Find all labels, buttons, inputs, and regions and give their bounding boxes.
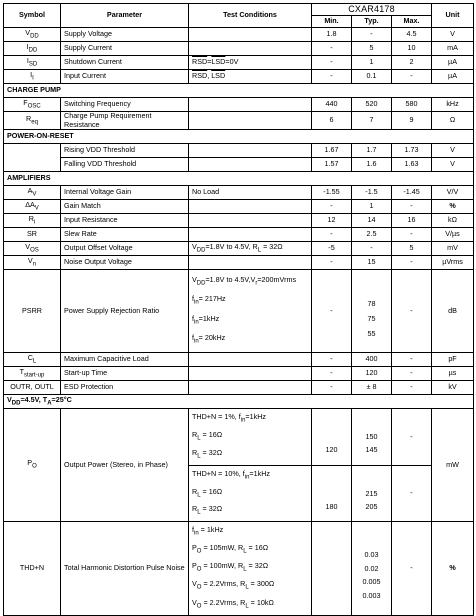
header-min: Min.: [312, 16, 352, 28]
section-row: [4, 84, 474, 98]
typ-cell: 1.6: [352, 158, 392, 172]
table-row: [4, 228, 474, 242]
typ-cell: 150 145: [352, 408, 392, 465]
symbol-cell: $V_n$: [4, 256, 61, 270]
param-cell: Slew Rate: [61, 228, 189, 242]
table-row: [4, 352, 474, 366]
min-cell: -: [312, 352, 352, 366]
unit-cell: mA: [432, 42, 474, 56]
header-unit: Unit: [432, 4, 474, 28]
param-cell: Output Offset Voltage: [61, 242, 189, 256]
header-row: [4, 4, 474, 16]
max-cell: 1.63: [392, 158, 432, 172]
typ-cell: 15: [352, 256, 392, 270]
cond-cell: $\overline{RSD}$, $\overline{LSD}$: [189, 70, 312, 84]
typ-cell: -: [352, 28, 392, 42]
unit-cell: kΩ: [432, 214, 474, 228]
param-cell: Input Current: [61, 70, 189, 84]
max-cell: 1.73: [392, 144, 432, 158]
table-row: [4, 42, 474, 56]
typ-cell: 520: [352, 98, 392, 112]
param-cell: Supply Current: [61, 42, 189, 56]
section-test-conditions: $V_{DD}=4.5V$, $T_A=25^\circ C$: [4, 394, 474, 408]
unit-cell: kV: [432, 380, 474, 394]
param-cell: Gain Match: [61, 200, 189, 214]
symbol-cell: $T_{start-up}$: [4, 366, 61, 380]
table-row: [4, 98, 474, 112]
typ-cell: 120: [352, 366, 392, 380]
max-cell: -: [392, 465, 432, 522]
max-cell: -: [392, 228, 432, 242]
table-row: [4, 28, 474, 42]
param-cell: Start-up Time: [61, 366, 189, 380]
table-row: [4, 186, 474, 200]
section-row: [4, 130, 474, 144]
min-cell: 440: [312, 98, 352, 112]
cond-cell: THD+N = 1%, $f_{in}=1kHz$ $R_L = 16\Omega$ $R_L = 32\Omega$: [189, 408, 312, 465]
section-row: [4, 172, 474, 186]
param-cell: Maximum Capacitive Load: [61, 352, 189, 366]
max-cell: 580: [392, 98, 432, 112]
param-cell: Shutdown Current: [61, 56, 189, 70]
param-cell: Charge Pump Requirement Resistance: [61, 112, 189, 130]
typ-cell: -1.5: [352, 186, 392, 200]
typ-cell: 0.1: [352, 70, 392, 84]
typ-cell: 5: [352, 42, 392, 56]
section-charge-pump: CHARGE PUMP: [4, 84, 474, 98]
min-cell: [312, 522, 352, 615]
symbol-cell: $A_V$: [4, 186, 61, 200]
unit-cell: V/µs: [432, 228, 474, 242]
param-cell: Internal Voltage Gain: [61, 186, 189, 200]
min-cell: -: [312, 56, 352, 70]
param-cell: Falling VDD Threshold: [61, 158, 189, 172]
unit-cell: µs: [432, 366, 474, 380]
max-cell: 5: [392, 242, 432, 256]
cond-cell: [189, 228, 312, 242]
min-cell: -: [312, 256, 352, 270]
min-cell: -: [312, 70, 352, 84]
cond-cell: [189, 366, 312, 380]
thd-row: [4, 522, 474, 615]
max-cell: -: [392, 522, 432, 615]
unit-cell: µA: [432, 56, 474, 70]
cond-cell: [189, 144, 312, 158]
unit-cell: Ω: [432, 112, 474, 130]
param-cell: Output Power (Stereo, in Phase): [61, 408, 189, 522]
typ-cell: 1: [352, 200, 392, 214]
param-cell: Power Supply Rejection Ratio: [61, 270, 189, 353]
min-cell: 6: [312, 112, 352, 130]
symbol-cell: $I_{SD}$: [4, 56, 61, 70]
symbol-cell: OUTR, OUTL: [4, 380, 61, 394]
min-cell: 1.57: [312, 158, 352, 172]
min-cell: 1.8: [312, 28, 352, 42]
typ-cell: 7: [352, 112, 392, 130]
cond-cell: $f_{in} = 1kHz$ $P_O = 105mW$, $R_L = 16\Omega$ $P_O = 100mW$, $R_L = 32\Omega$ $V_O$ = 2.2Vrms, $R_L = 300\Omega$ $V_O$ = 2.2Vrms, $R_L = 10k\Omega$: [189, 522, 312, 615]
symbol-cell: $I_{DD}$: [4, 42, 61, 56]
section-power-on-reset: POWER-ON-RESET: [4, 130, 474, 144]
cond-cell: $V_{DD}=1.8V$ to 4.5V, $R_L = 32\Omega$: [189, 242, 312, 256]
unit-cell: V: [432, 158, 474, 172]
table-row: [4, 380, 474, 394]
table-row: [4, 242, 474, 256]
typ-cell: 1: [352, 56, 392, 70]
symbol-cell: $C_L$: [4, 352, 61, 366]
section-row: [4, 394, 474, 408]
max-cell: -: [392, 366, 432, 380]
min-cell: -: [312, 228, 352, 242]
param-cell: ESD Protection: [61, 380, 189, 394]
cond-cell: [189, 380, 312, 394]
min-cell: -: [312, 200, 352, 214]
param-cell: Input Resistance: [61, 214, 189, 228]
max-cell: -1.45: [392, 186, 432, 200]
symbol-cell: $R_{eq}$: [4, 112, 61, 130]
unit-cell: V: [432, 144, 474, 158]
min-cell: -1.55: [312, 186, 352, 200]
unit-cell: kHz: [432, 98, 474, 112]
typ-cell: 400: [352, 352, 392, 366]
max-cell: 9: [392, 112, 432, 130]
param-cell: Rising VDD Threshold: [61, 144, 189, 158]
typ-cell: 1.7: [352, 144, 392, 158]
header-conditions: Test Conditions: [189, 4, 312, 28]
cond-cell: No Load: [189, 186, 312, 200]
unit-cell: %: [432, 200, 474, 214]
table-row: [4, 158, 474, 172]
max-cell: -: [392, 408, 432, 465]
max-cell: -: [392, 200, 432, 214]
cond-cell: [189, 256, 312, 270]
max-cell: 16: [392, 214, 432, 228]
unit-cell: V: [432, 28, 474, 42]
typ-cell: 78 75 55: [352, 270, 392, 353]
unit-cell: µA: [432, 70, 474, 84]
symbol-cell: $\Delta A_V$: [4, 200, 61, 214]
cond-cell: [189, 352, 312, 366]
max-cell: -: [392, 352, 432, 366]
symbol-cell: $F_{OSC}$: [4, 98, 61, 112]
param-cell: Noise Output Voltage: [61, 256, 189, 270]
typ-cell: 14: [352, 214, 392, 228]
symbol-cell: $I_I$: [4, 70, 61, 84]
table-row: [4, 366, 474, 380]
typ-cell: -: [352, 242, 392, 256]
cond-cell: $\overline{RSD}=\overline{LSD}=0V$: [189, 56, 312, 70]
cond-cell: [189, 98, 312, 112]
cond-cell: [189, 214, 312, 228]
unit-cell: pF: [432, 352, 474, 366]
max-cell: -: [392, 70, 432, 84]
min-cell: -: [312, 42, 352, 56]
min-cell: 180: [312, 465, 352, 522]
cond-cell: THD+N = 10%, $f_{in}=1kHz$ $R_L = 16\Omega$ $R_L = 32\Omega$: [189, 465, 312, 522]
symbol-cell: SR: [4, 228, 61, 242]
param-cell: Supply Voltage: [61, 28, 189, 42]
min-cell: -: [312, 366, 352, 380]
cond-cell: [189, 158, 312, 172]
max-cell: -: [392, 270, 432, 353]
max-cell: -: [392, 256, 432, 270]
psrr-row: [4, 270, 474, 353]
header-symbol: Symbol: [4, 4, 61, 28]
symbol-cell: $P_O$: [4, 408, 61, 522]
header-parameter: Parameter: [61, 4, 189, 28]
typ-cell: 0.03 0.02 0.005 0.003: [352, 522, 392, 615]
cond-cell: [189, 200, 312, 214]
section-amplifiers: AMPLIFIERS: [4, 172, 474, 186]
max-cell: 4.5: [392, 28, 432, 42]
header-typ: Typ.: [352, 16, 392, 28]
param-cell: Total Harmonic Distortion Pulse Noise: [61, 522, 189, 615]
table-row: [4, 214, 474, 228]
max-cell: -: [392, 380, 432, 394]
table-row: [4, 112, 474, 130]
cond-cell: $V_{DD}=1.8V$ to $4.5V,V_r=200mVrms$ $f_{in}= 217Hz$ $f_{in}=1kHz$ $f_{in}= 20kHz$: [189, 270, 312, 353]
table-row: [4, 56, 474, 70]
header-part-number: CXAR4178: [312, 4, 432, 16]
min-cell: -: [312, 380, 352, 394]
max-cell: 2: [392, 56, 432, 70]
table-row: [4, 256, 474, 270]
cond-cell: [189, 42, 312, 56]
symbol-cell: PSRR: [4, 270, 61, 353]
po-row: [4, 408, 474, 465]
symbol-cell: $V_{DD}$: [4, 28, 61, 42]
table-row: [4, 144, 474, 158]
max-cell: 10: [392, 42, 432, 56]
unit-cell: V/V: [432, 186, 474, 200]
typ-cell: 2.5: [352, 228, 392, 242]
symbol-cell: $V_{OS}$: [4, 242, 61, 256]
unit-cell: mW: [432, 408, 474, 522]
table-row: [4, 70, 474, 84]
spec-table: [3, 3, 474, 616]
cond-cell: [189, 112, 312, 130]
min-cell: -: [312, 270, 352, 353]
min-cell: 12: [312, 214, 352, 228]
symbol-cell: THD+N: [4, 522, 61, 615]
cond-cell: [189, 28, 312, 42]
symbol-cell: $R_i$: [4, 214, 61, 228]
typ-cell: 215 205: [352, 465, 392, 522]
unit-cell: %: [432, 522, 474, 615]
min-cell: 120: [312, 408, 352, 465]
typ-cell: ± 8: [352, 380, 392, 394]
min-cell: -5: [312, 242, 352, 256]
unit-cell: dB: [432, 270, 474, 353]
param-cell: Switching Frequency: [61, 98, 189, 112]
unit-cell: mV: [432, 242, 474, 256]
min-cell: 1.67: [312, 144, 352, 158]
symbol-cell: [4, 144, 61, 172]
table-row: [4, 200, 474, 214]
unit-cell: µVrms: [432, 256, 474, 270]
header-max: Max.: [392, 16, 432, 28]
